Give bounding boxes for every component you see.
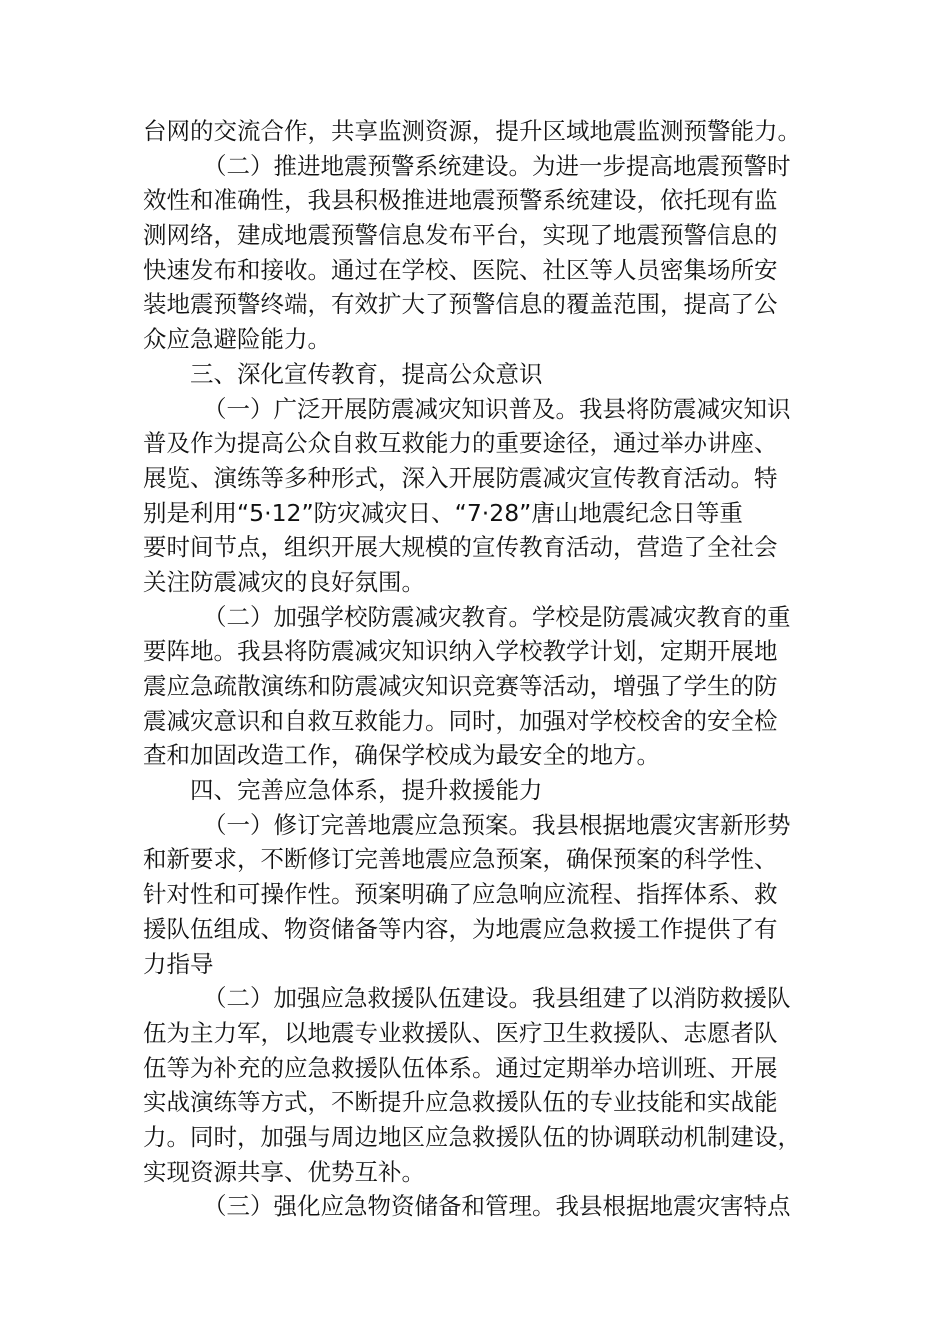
text-line: 力。同时，加强与周边地区应急救援队伍的协调联动机制建设， bbox=[143, 1122, 801, 1151]
text-line: （一）广泛开展防震减灾知识普及。我县将防震减灾知识 bbox=[203, 394, 791, 423]
text-line: 要时间节点，组织开展大规模的宣传教育活动，营造了全社会 bbox=[143, 533, 778, 562]
text-line: 针对性和可操作性。预案明确了应急响应流程、指挥体系、救 bbox=[143, 880, 778, 909]
text-line: 和新要求，不断修订完善地震应急预案，确保预案的科学性、 bbox=[143, 845, 778, 874]
text-line: 装地震预警终端，有效扩大了预警信息的覆盖范围，提高了公 bbox=[143, 290, 778, 319]
text-line: 震应急疏散演练和防震减灾知识竞赛等活动，增强了学生的防 bbox=[143, 672, 778, 700]
text-line: 快速发布和接收。通过在学校、医院、社区等人员密集场所安 bbox=[143, 255, 778, 284]
text-line: （三）强化应急物资储备和管理。我县根据地震灾害特点 bbox=[203, 1192, 791, 1221]
text-line: 展览、演练等多种形式，深入开展防震减灾宣传教育活动。特 bbox=[143, 463, 778, 492]
section-heading: 三、深化宣传教育，提高公众意识 bbox=[190, 359, 543, 388]
text-line: 众应急避险能力。 bbox=[143, 325, 331, 354]
text-line: 伍为主力军，以地震专业救援队、医疗卫生救援队、志愿者队 bbox=[143, 1018, 778, 1047]
text-line: （一）修订完善地震应急预案。我县根据地震灾害新形势 bbox=[203, 810, 791, 839]
text-line: 台网的交流合作，共享监测资源，提升区域地震监测预警能力。 bbox=[143, 117, 801, 145]
text-line: 关注防震减灾的良好氛围。 bbox=[143, 567, 425, 596]
text-line: 伍等为补充的应急救援队伍体系。通过定期举办培训班、开展 bbox=[143, 1053, 778, 1082]
text-line: （二）加强应急救援队伍建设。我县组建了以消防救援队 bbox=[203, 984, 791, 1013]
text-line: 实现资源共享、优势互补。 bbox=[143, 1157, 425, 1186]
document-body bbox=[143, 114, 811, 1224]
text-line: 要阵地。我县将防震减灾知识纳入学校教学计划，定期开展地 bbox=[143, 637, 778, 666]
text-line: 实战演练等方式，不断提升应急救援队伍的专业技能和实战能 bbox=[143, 1088, 778, 1117]
text-line: 查和加固改造工作，确保学校成为最安全的地方。 bbox=[143, 741, 660, 770]
text-line: 效性和准确性，我县积极推进地震预警系统建设，依托现有监 bbox=[143, 186, 778, 215]
text-line: 测网络，建成地震预警信息发布平台，实现了地震预警信息的 bbox=[143, 221, 778, 250]
text-line: 震减灾意识和自救互救能力。同时，加强对学校校舍的安全检 bbox=[143, 706, 778, 735]
text-line: 援队伍组成、物资储备等内容，为地震应急救援工作提供了有 bbox=[143, 914, 778, 943]
text-line: （二）加强学校防震减灾教育。学校是防震减灾教育的重 bbox=[203, 602, 791, 631]
text-line: 别是利用“5·12”防灾减灾日、“7·28”唐山地震纪念日等重 bbox=[143, 498, 743, 527]
text-line: （二）推进地震预警系统建设。为进一步提高地震预警时 bbox=[203, 151, 791, 180]
text-line: 力指导 bbox=[143, 949, 214, 978]
text-line: 普及作为提高公众自救互救能力的重要途径，通过举办讲座、 bbox=[143, 429, 778, 458]
section-heading: 四、完善应急体系，提升救援能力 bbox=[190, 776, 543, 805]
